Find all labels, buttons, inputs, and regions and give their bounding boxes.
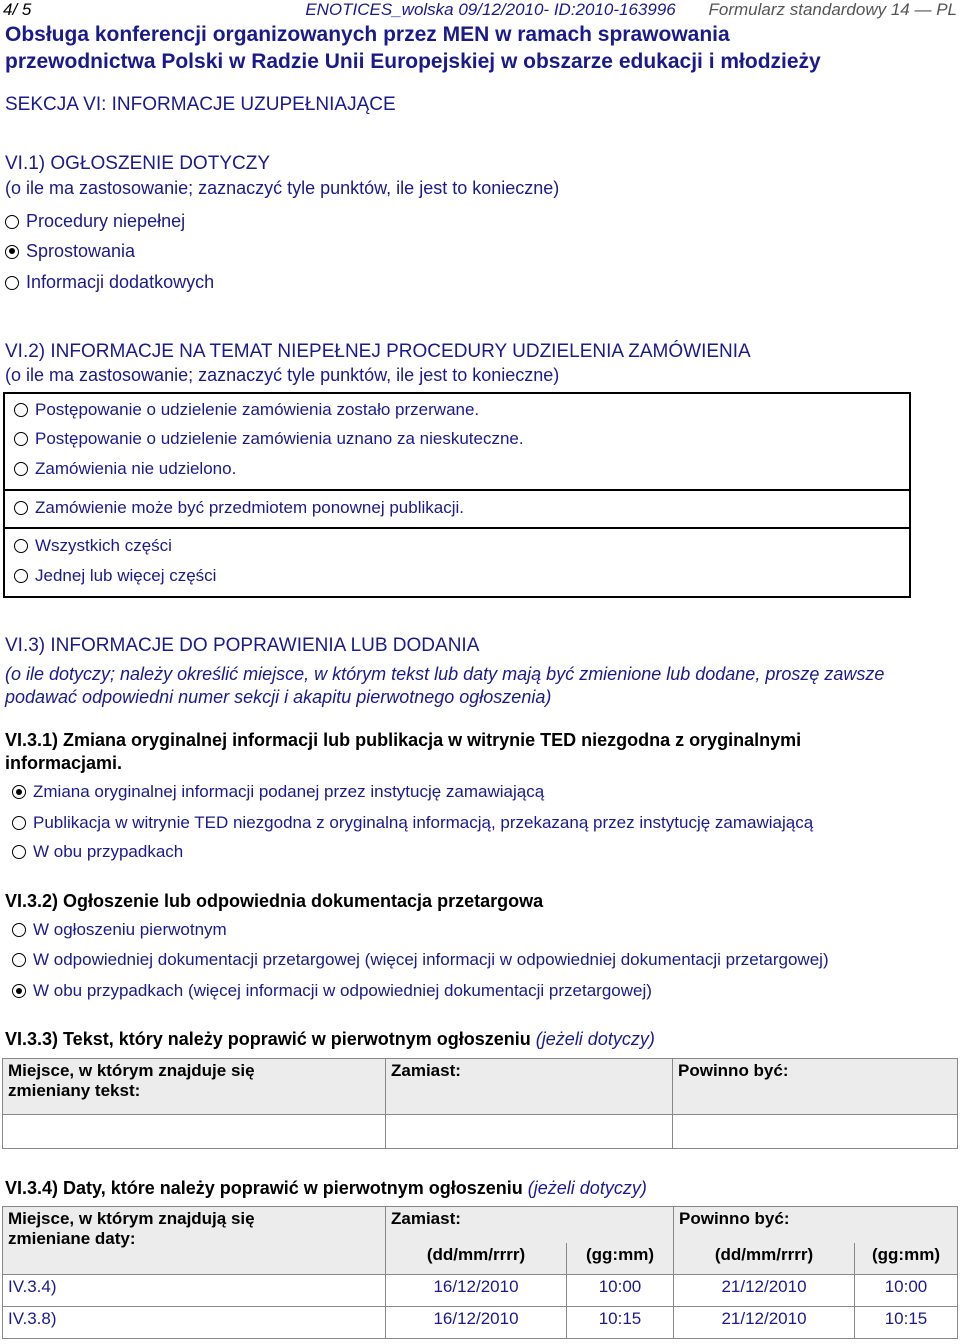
divider [3, 489, 911, 491]
option-label: Sprostowania [26, 241, 136, 261]
col-should-be-header: Powinno być: [673, 1059, 958, 1115]
option-jednej-lub-wiecej[interactable] [14, 566, 216, 586]
vi34-heading-note: (jeżeli dotyczy) [522, 1178, 647, 1198]
option-label: Postępowanie o udzielenie zamówienia uznano za nieskuteczne. [35, 429, 524, 448]
col-should-be-header: Powinno być: [674, 1207, 958, 1243]
col-instead-header: Zamiast: [386, 1207, 674, 1243]
radio-unchecked-icon[interactable] [5, 215, 19, 229]
old-date-subheader: (dd/mm/rrrr) [386, 1243, 567, 1275]
document-id: ENOTICES_wolska 09/12/2010- ID:2010-163996 [305, 0, 676, 19]
vi2-heading: VI.2) INFORMACJE NA TEMAT NIEPEŁNEJ PROCEDURY UDZIELENIA ZAMÓWIENIA [5, 341, 751, 362]
col-instead-header: Zamiast: [386, 1059, 673, 1115]
radio-unchecked-icon[interactable] [14, 501, 28, 515]
vi33-heading-bold: VI.3.3) Tekst, który należy poprawić w pierwotnym ogłoszeniu [5, 1029, 531, 1049]
old-date-cell: 16/12/2010 [386, 1275, 567, 1307]
option-publikacja-ted[interactable] [12, 813, 813, 833]
page-number: 4/ 5 [3, 0, 32, 19]
option-label: Publikacja w witrynie TED niezgodna z oryginalną informacją, przekazaną przez instytucję zamawiającą [33, 813, 814, 832]
option-label: Jednej lub więcej części [35, 566, 217, 585]
new-time-cell: 10:00 [855, 1275, 958, 1307]
old-time-subheader: (gg:mm) [567, 1243, 674, 1275]
section-heading: SEKCJA VI: INFORMACJE UZUPEŁNIAJĄCE [5, 94, 396, 115]
radio-checked-icon[interactable] [12, 984, 26, 998]
place-cell: IV.3.8) [3, 1307, 386, 1339]
radio-unchecked-icon[interactable] [14, 539, 28, 553]
option-label: Procedury niepełnej [26, 211, 186, 231]
form-name: Formularz standardowy 14 — PL [708, 0, 957, 19]
option-procedury-niepelnej[interactable] [5, 211, 185, 232]
radio-unchecked-icon[interactable] [12, 923, 26, 937]
radio-unchecked-icon[interactable] [14, 462, 28, 476]
new-time-cell: 10:15 [855, 1307, 958, 1339]
option-label: W ogłoszeniu pierwotnym [33, 920, 227, 939]
vi3-note-line1: (o ile dotyczy; należy określić miejsce, w którym tekst lub daty mają być zmienione lub dodane, proszę zawsze [5, 664, 885, 684]
radio-unchecked-icon[interactable] [5, 276, 19, 290]
option-w-obu-przypadkach[interactable] [12, 842, 183, 862]
radio-unchecked-icon[interactable] [14, 569, 28, 583]
option-label: Zmiana oryginalnej informacji podanej przez instytucję zamawiającą [33, 782, 545, 801]
radio-unchecked-icon[interactable] [12, 953, 26, 967]
radio-unchecked-icon[interactable] [14, 432, 28, 446]
radio-checked-icon[interactable] [5, 245, 19, 259]
option-label: W obu przypadkach [33, 842, 184, 861]
option-label: W odpowiedniej dokumentacji przetargowej (więcej informacji w odpowiedniej dokumentacji przetargowej) [33, 950, 829, 969]
option-postepowanie-nieskuteczne[interactable] [14, 429, 524, 449]
vi31-heading-line1: VI.3.1) Zmiana oryginalnej informacji lub publikacja w witrynie TED niezgodna z oryginalnymi [5, 730, 802, 750]
option-wszystkich-czesci[interactable] [14, 536, 172, 556]
col-place-header: Miejsce, w którym znajduje się zmieniany tekst: [3, 1059, 386, 1115]
vi34-heading [5, 1178, 647, 1199]
place-cell [3, 1115, 386, 1149]
option-ogloszenie-pierwotne[interactable] [12, 920, 227, 940]
option-obu-dokumentacja[interactable] [12, 981, 652, 1001]
option-zamowienia-nie-udzielono[interactable] [14, 459, 236, 479]
vi32-heading: VI.3.2) Ogłoszenie lub odpowiednia dokumentacja przetargowa [5, 891, 544, 911]
vi34-heading-bold: VI.3.4) Daty, które należy poprawić w pierwotnym ogłoszeniu [5, 1178, 523, 1198]
place-cell: IV.3.4) [3, 1275, 386, 1307]
option-label: Wszystkich części [35, 536, 172, 555]
radio-unchecked-icon[interactable] [12, 816, 26, 830]
notice-title-line2: przewodnictwa Polski w Radzie Unii Europejskiej w obszarze edukacji i młodzieży [5, 50, 821, 73]
col-place-header: Miejsce, w którym znajdują się zmieniane daty: [3, 1207, 386, 1275]
option-zmiana-oryginalnej[interactable] [12, 782, 544, 802]
radio-unchecked-icon[interactable] [12, 845, 26, 859]
option-label: Zamówienia nie udzielono. [35, 459, 237, 478]
vi33-heading [5, 1029, 655, 1050]
option-label: Zamówienie może być przedmiotem ponownej publikacji. [35, 498, 464, 517]
radio-checked-icon[interactable] [12, 785, 26, 799]
text-correction-table [2, 1058, 958, 1149]
old-date-cell: 16/12/2010 [386, 1307, 567, 1339]
date-correction-table [2, 1206, 958, 1339]
new-date-cell: 21/12/2010 [674, 1275, 855, 1307]
option-label: W obu przypadkach (więcej informacji w odpowiedniej dokumentacji przetargowej) [33, 981, 652, 1000]
vi1-heading: VI.1) OGŁOSZENIE DOTYCZY [5, 153, 270, 174]
option-informacji-dodatkowych[interactable] [5, 272, 214, 293]
new-date-cell: 21/12/2010 [674, 1307, 855, 1339]
option-ponowna-publikacja[interactable] [14, 498, 464, 518]
divider [3, 527, 911, 529]
new-date-subheader: (dd/mm/rrrr) [674, 1243, 855, 1275]
option-label: Postępowanie o udzielenie zamówienia zostało przerwane. [35, 400, 480, 419]
new-time-subheader: (gg:mm) [855, 1243, 958, 1275]
old-time-cell: 10:00 [567, 1275, 674, 1307]
document-header [305, 0, 957, 20]
table-row [3, 1307, 958, 1339]
vi2-note: (o ile ma zastosowanie; zaznaczyć tyle punktów, ile jest to konieczne) [5, 365, 560, 385]
option-postepowanie-przerwane[interactable] [14, 400, 479, 420]
should-be-cell [673, 1115, 958, 1149]
old-time-cell: 10:15 [567, 1307, 674, 1339]
vi31-heading-line2: informacjami. [5, 753, 123, 773]
radio-unchecked-icon[interactable] [14, 403, 28, 417]
instead-cell [386, 1115, 673, 1149]
option-label: Informacji dodatkowych [26, 272, 215, 292]
vi33-heading-note: (jeżeli dotyczy) [530, 1029, 655, 1049]
vi3-heading: VI.3) INFORMACJE DO POPRAWIENIA LUB DODANIA [5, 635, 480, 656]
table-row [3, 1275, 958, 1307]
vi3-note-line2: podawać odpowiedni numer sekcji i akapitu pierwotnego ogłoszenia) [5, 687, 552, 707]
option-dokumentacja[interactable] [12, 950, 829, 970]
notice-title-line1: Obsługa konferencji organizowanych przez MEN w ramach sprawowania [5, 23, 730, 46]
option-sprostowania[interactable] [5, 241, 135, 262]
vi1-note: (o ile ma zastosowanie; zaznaczyć tyle punktów, ile jest to konieczne) [5, 178, 560, 198]
